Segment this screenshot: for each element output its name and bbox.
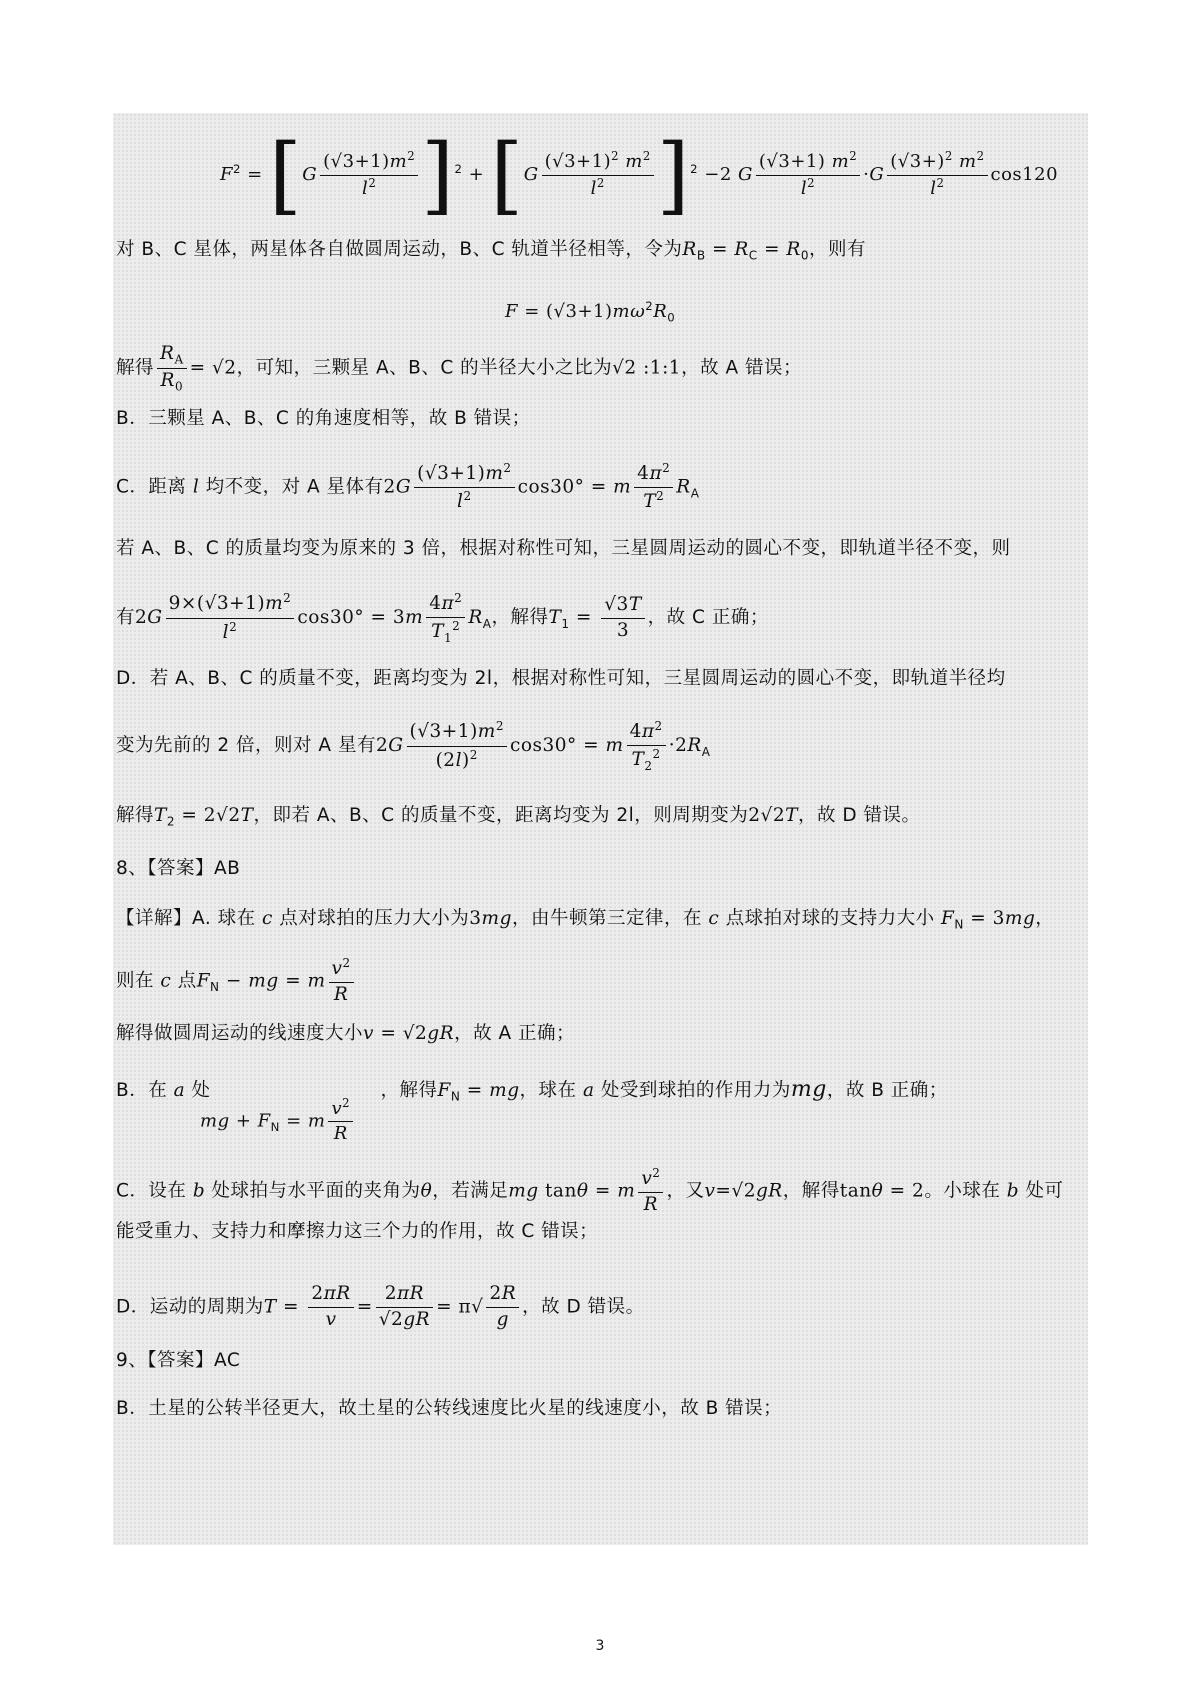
paragraph-three-forces: 能受重力、支持力和摩擦力这三个力的作用，故 C 错误； [116, 1221, 599, 1242]
paragraph-detail-a: 【详解】A. 球在 c 点对球拍的压力大小为3mg，由牛顿第三定律，在 c 点球拍对球的支持力大小 $F_N = 3mg$， [116, 908, 1055, 932]
page-number: 3 [595, 1638, 605, 1654]
paragraph-double-radius: 变为先前的 2 倍，则对 A 星有2G $\frac{(√3+1)m^2}{(2l)^2}$ cos30° = m $\frac{4\pi^2}{T_2^2}$ $\cdot 2R_A$ [116, 719, 711, 773]
paragraph-option-d-detail: D．运动的周期为T = $\frac{2\pi R}{v}$ = $\frac{2\pi R}{√2gR}$ = π√ $\frac{2R}{g}$ ，故 D 错误。 [116, 1283, 645, 1330]
equation-force-at-a: mg + $F_N = m$ $\frac{v^2}{R}$ [200, 1096, 356, 1147]
answer-9: 9、【答案】AC [116, 1350, 241, 1371]
equation-force-squared: $F^2 = [G$ $\frac{(√3+1)m^2}{l^2}$ ]$^2$ + [G $\frac{(√3+1)^2 m^2}{l^2}$ ]$^2$ −2 G $\frac{(√3+1) m^2}{l^2}$ ·G $\frac{(√3+)^2 m^2}{l^2}$ cos120 [220, 126, 1059, 224]
paragraph-force-at-c: 则在 c 点$F_N$ − mg = m $\frac{v^2}{R}$ [116, 955, 357, 1008]
paragraph-velocity: 解得做圆周运动的线速度大小v = √2gR，故 A 正确； [116, 1023, 575, 1044]
paragraph-saturn: B．土星的公转半径更大，故土星的公转线速度比火星的线速度小，故 B 错误； [116, 1398, 783, 1419]
paragraph-bc-orbit: 对 B、C 星体，两星体各自做圆周运动，B、C 轨道半径相等，令为$R_B = R_C = R_0$，则有 [116, 239, 867, 263]
paragraph-period-t1: 有2G $\frac{9\times(√3+1)m^2}{l^2}$ cos30° = 3m $\frac{4\pi^2}{T_1^2}$ $R_A$，解得$T_1$ = $\frac{√3T}{3}$ ，故 C 正确； [116, 591, 769, 645]
paragraph-period-t2: 解得$T_2 = 2√2T$，即若 A、B、C 的质量不变，距离均变为 2l，则周期变为2√2T，故 D 错误。 [116, 805, 921, 829]
paragraph-option-b: B．三颗星 A、B、C 的角速度相等，故 B 错误； [116, 408, 531, 429]
answer-8: 8、【答案】AB [116, 858, 241, 879]
paragraph-option-c-detail: C．设在 b 处球拍与水平面的夹角为θ，若满足mg tanθ = m $\frac{v^2}{R}$ ，又v=√2gR，解得tanθ = 2。小球在 b 处可 [116, 1166, 1064, 1216]
paragraph-option-b-detail: B．在 a 处 ，解得$F_N$ = mg，球在 a 处受到球拍的作用力为mg，故 B 正确； [116, 1077, 948, 1104]
paragraph-mass-triple: 若 A、B、C 的质量均变为原来的 3 倍，根据对称性可知，三星圆周运动的圆心不变，即轨道半径不变，则 [116, 538, 1011, 559]
paragraph-option-d: D．若 A、B、C 的质量不变，距离均变为 2l，根据对称性可知，三星圆周运动的圆心不变，即轨道半径均 [116, 668, 1006, 689]
paragraph-radius-ratio: 解得 $\frac{R_A}{R_0}$ = √2，可知，三颗星 A、B、C 的半径大小之比为√2 :1:1，故 A 错误； [116, 343, 802, 394]
paragraph-option-c: C．距离 l 均不变，对 A 星体有2G $\frac{(√3+1)m^2}{l^2}$ cos30° = m $\frac{4\pi^2}{T^2}$ $R_A$ [116, 461, 700, 513]
equation-centripetal-bc: $F = (√3+1)m\omega^2R_0$ [505, 299, 676, 325]
